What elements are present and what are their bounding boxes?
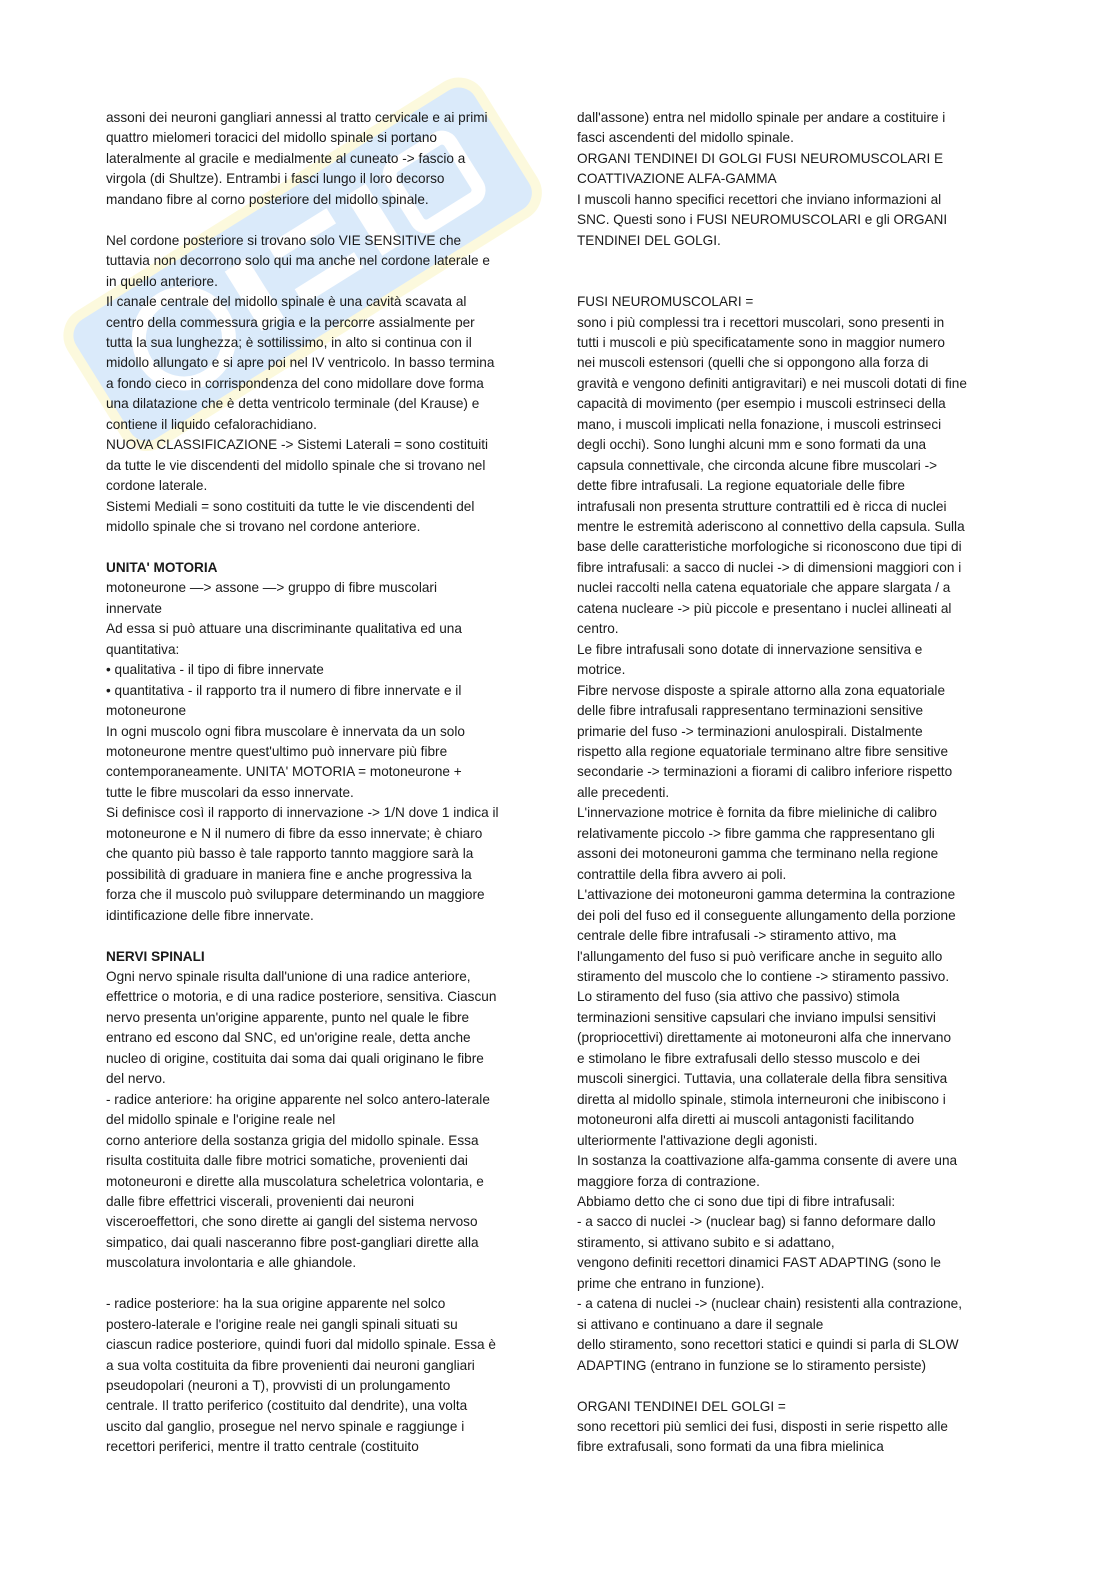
section-heading: NERVI SPINALI [106,948,205,964]
right-text-line: L'innervazione motrice è fornita da fibre mieliniche di calibro [577,805,937,821]
right-text-line: ADAPTING (entrano in funzione se lo stiramento persiste) [577,1357,927,1373]
left-text-line: centro della commessura grigia e la percorre assialmente per [106,314,475,330]
left-text-line: midollo allungato e si apre poi nel IV ventricolo. In basso termina [106,355,495,371]
left-text-line: possibilità di graduare in maniera fine e anche progressiva la [106,866,472,882]
right-text-line: dall'assone) entra nel midollo spinale per andare a costituire i [577,110,946,125]
left-text-line: mandano fibre al corno posteriore del midollo spinale. [106,191,429,207]
left-text-line: virgola (di Shultze). Entrambi i fasci lungo il loro decorso [106,171,445,187]
right-text-line: primarie del fuso -> terminazioni anulospirali. Distalmente [577,723,923,739]
right-text-line: si attivano e continuano a dare il segnale [577,1316,824,1332]
left-text-line: Si definisce così il rapporto di innervazione -> 1/N dove 1 indica il [106,805,499,821]
right-text-line: terminazioni sensitive capsulari che inviano impulsi sensitivi [577,1009,936,1025]
right-text-line: capacità di movimento (per esempio i muscoli estrinseci della [577,396,946,412]
left-text-line: quattro mielomeri toracici del midollo spinale si portano [106,130,437,146]
right-text-line: secondarie -> terminazioni a fiorami di calibro inferiore rispetto [577,764,953,780]
left-text-line: forza che il muscolo può sviluppare determinando un maggiore [106,887,485,903]
paragraph-spacer [577,251,1007,271]
right-text-line: prime che entrano in funzione). [577,1275,765,1291]
left-text-line: Nel cordone posteriore si trovano solo VIE SENSITIVE che [106,232,462,248]
right-text-line: L'attivazione dei motoneuroni gamma determina la contrazione [577,887,956,903]
left-text-line: midollo spinale che si trovano nel cordone anteriore. [106,519,421,535]
right-text-line: SNC. Questi sono i FUSI NEUROMUSCOLARI e gli ORGANI [577,212,948,228]
right-text-line: Fibre nervose disposte a spirale attorno alla zona equatoriale [577,682,946,698]
left-text-line: ciascun radice posteriore, quindi fuori dal midollo spinale. Essa è [106,1337,496,1353]
left-text-line: pseudopolari (neuroni a T), provvisti di un prolungamento [106,1378,451,1394]
left-text-line: a sua volta costituita da fibre provenienti dai neuroni gangliari [106,1357,475,1373]
right-text-line: maggiore forza di contrazione. [577,1173,760,1189]
right-text-line: dei poli del fuso ed il conseguente allungamento della porzione [577,907,956,923]
left-text-line: motoneurone —> assone —> gruppo di fibre muscolari [106,580,437,596]
right-text-line: centrale delle fibre intrafusali -> stiramento attivo, ma [577,928,897,944]
left-text-line: • quantitativa - il rapporto tra il numero di fibre innervate e il [106,682,462,698]
right-text-line: mentre le estremità aderiscono al connettivo della capsula. Sulla [577,519,965,535]
right-text-line: motoneuroni alfa diretti ai muscoli antagonisti facilitando [577,1112,915,1128]
right-text-line: degli occhi). Sono lunghi alcuni mm e sono formati da una [577,437,927,453]
right-text-line: - a sacco di nuclei -> (nuclear bag) si fanno deformare dallo [577,1214,936,1230]
left-text-line: motoneurone [106,703,187,719]
right-text-line: gravità e vengono definiti antigravitari) e nei muscoli dotati di fine [577,375,967,391]
right-text-line: stiramento, si attivano subito e si adattano, [577,1234,835,1250]
right-text-line: alle precedenti. [577,784,670,800]
left-text-line: risulta costituita dalle fibre motrici somatiche, provenienti dai [106,1153,468,1169]
right-text-line: tutti i muscoli e più specificatamente sono in maggior numero [577,334,945,350]
right-text-line: mano, i muscoli implicati nella fonazione, i muscoli estrinseci [577,416,942,432]
right-text-line: nei muscoli estensori (quelli che si oppongono alla forza di [577,355,929,371]
left-text-line: - radice posteriore: ha la sua origine apparente nel solco [106,1296,446,1312]
section-heading: UNITA' MOTORIA [106,559,218,575]
left-text-line: assoni dei neuroni gangliari annessi al tratto cervicale e ai primi [106,110,488,125]
right-text-line: Abbiamo detto che ci sono due tipi di fibre intrafusali: [577,1193,896,1209]
left-text-line: centrale. Il tratto periferico (costituito dal dendrite), una volta [106,1398,468,1414]
left-text-line: innervate [106,600,162,616]
left-text-line: • qualitativa - il tipo di fibre innervate [106,662,324,678]
left-text-line: motoneurone e N il numero di fibre da esso innervate; è chiaro [106,825,483,841]
left-text-line: tuttavia non decorrono solo qui ma anche nel cordone laterale e [106,253,490,269]
left-text-column [106,108,536,1458]
left-text-line: visceroeffettori, che sono dirette ai gangli del sistema nervoso [106,1214,478,1230]
right-text-line: In sostanza la coattivazione alfa-gamma consente di avere una [577,1153,958,1169]
left-text-line: NUOVA CLASSIFICAZIONE -> Sistemi Laterali = sono costituiti [106,437,489,453]
paragraph-spacer [106,538,536,558]
right-text-line: catena nucleare -> più piccole e presentano i nuclei allineati al [577,600,952,616]
paragraph-spacer [106,210,536,230]
left-text-line: effettrice o motoria, e di una radice posteriore, sensitiva. Ciascun [106,989,497,1005]
right-text-line: relativamente piccolo -> fibre gamma che rappresentano gli [577,825,935,841]
right-text-line: sono i più complessi tra i recettori muscolari, sono presenti in [577,314,945,330]
right-text-line: ulteriormente l'attivazione degli agonisti. [577,1132,818,1148]
left-text-line: In ogni muscolo ogni fibra muscolare è innervata da un solo [106,723,465,739]
left-text-line: Il canale centrale del midollo spinale è una cavità scavata al [106,294,467,310]
right-text-line: stiramento del muscolo che lo contiene -> stiramento passivo. [577,969,950,984]
right-text-line: diretta al midollo spinale, stimola interneuroni che inibiscono i [577,1091,946,1107]
right-text-line: vengono definiti recettori dinamici FAST ADAPTING (sono le [577,1255,941,1271]
right-text-line: base delle caratteristiche morfologiche si riconoscono due tipi di [577,539,962,555]
right-text-line: fasci ascendenti del midollo spinale. [577,130,794,146]
left-text-line: Ad essa si può attuare una discriminante qualitativa ed una [106,621,462,637]
left-text-line: tutta la sua lunghezza; è sottilissimo, in alto si continua con il [106,334,472,350]
left-text-line: nervo presenta un'origine apparente, punto nel quale le fibre [106,1009,470,1025]
right-text-line: contrattile della fibra avvero ai poli. [577,866,787,882]
right-text-line: e stimolano le fibre extrafusali dello stesso muscolo e dei [577,1050,921,1066]
right-text-line: COATTIVAZIONE ALFA-GAMMA [577,171,777,187]
right-text-line: (propriocettivi) direttamente ai motoneuroni alfa che innervano [577,1030,952,1046]
right-text-line: ORGANI TENDINEI DI GOLGI FUSI NEUROMUSCOLARI E [577,150,944,166]
right-text-line: sono recettori più semlici dei fusi, disposti in serie rispetto alle [577,1418,948,1434]
right-text-line: fibre extrafusali, sono formati da una fibra mielinica [577,1439,884,1455]
right-text-line: dello stiramento, sono recettori statici e quindi si parla di SLOW [577,1337,959,1353]
left-text-line: muscolatura involontaria e alle ghiandole. [106,1255,357,1271]
right-text-line: dette fibre intrafusali. La regione equatoriale delle fibre [577,478,905,494]
right-text-line: motrice. [577,662,626,678]
right-text-line: I muscoli hanno specifici recettori che inviano informazioni al [577,191,942,207]
left-text-line: motoneuroni e dirette alla muscolatura scheletrica volontaria, e [106,1173,484,1189]
right-text-column [577,108,1007,1458]
right-text-line: FUSI NEUROMUSCOLARI = [577,294,754,310]
left-text-line: nucleo di origine, costituita dai soma dai quali originano le fibre [106,1050,484,1066]
left-text-line: motoneurone mentre quest'ultimo può innervare più fibre [106,744,448,760]
paragraph-spacer [577,272,1007,292]
left-text-line: cordone laterale. [106,478,208,494]
right-text-line: muscoli sinergici. Tuttavia, una collaterale della fibra sensitiva [577,1071,948,1087]
right-text-line: nuclei raccolti nella catena equatoriale che appare slargata / a [577,580,951,596]
right-text-line: capsula connettivale, che circonda alcune fibre muscolari -> [577,457,938,473]
left-text-line: lateralmente al gracile e medialmente al cuneato -> fascio a [106,150,466,166]
right-text-line: TENDINEI DEL GOLGI. [577,232,721,248]
left-text-line: del midollo spinale e l'origine reale nel [106,1112,336,1128]
left-text-line: postero-laterale e l'origine reale nei gangli spinali situati su [106,1316,458,1332]
paragraph-spacer [577,1376,1007,1396]
right-text-line: delle fibre intrafusali rappresentano terminazioni sensitive [577,703,924,719]
left-text-line: del nervo. [106,1071,166,1087]
paragraph-spacer [106,926,536,946]
right-text-line: - a catena di nuclei -> (nuclear chain) resistenti alla contrazione, [577,1296,962,1312]
right-text-line: intrafusali non presenta strutture contrattili ed è ricca di nuclei [577,498,947,514]
right-text-line: Lo stiramento del fuso (sia attivo che passivo) stimola [577,989,900,1005]
left-text-line: dalle fibre effettrici viscerali, provenienti dai neuroni [106,1193,415,1209]
right-text-line: assoni dei motoneuroni gamma che terminano nella regione [577,846,939,862]
left-text-line: Sistemi Mediali = sono costituiti da tutte le vie discendenti del [106,498,475,514]
left-text-line: corno anteriore della sostanza grigia del midollo spinale. Essa [106,1132,479,1148]
left-text-line: contiene il liquido cefalorachidiano. [106,416,317,432]
left-text-line: simpatico, dai quali nasceranno fibre post-gangliari dirette alla [106,1234,479,1250]
left-text-line: in quello anteriore. [106,273,218,289]
right-text-line: fibre intrafusali: a sacco di nuclei -> di dimensioni maggiori con i [577,559,962,575]
left-text-line: tutte le fibre muscolari da esso innervate. [106,784,354,800]
left-text-line: contemporaneamente. UNITA' MOTORIA = motoneurone + [106,764,462,780]
right-text-line: centro. [577,621,619,637]
left-text-line: entrano ed escono dal SNC, ed un'origine reale, detta anche [106,1030,471,1046]
left-text-line: idintificazione delle fibre innervate. [106,907,314,923]
left-text-line: che quanto più basso è tale rapporto tannto maggiore sarà la [106,846,474,862]
left-text-line: una dilatazione che è detta ventricolo terminale (del Krause) e [106,396,480,412]
left-text-line: da tutte le vie discendenti del midollo spinale che si trovano nel [106,457,486,473]
right-text-line: ORGANI TENDINEI DEL GOLGI = [577,1398,786,1414]
left-text-line: Ogni nervo spinale risulta dall'unione di una radice anteriore, [106,968,471,984]
paragraph-spacer [106,1274,536,1294]
left-text-line: recettori periferici, mentre il tratto centrale (costituito [106,1439,419,1455]
right-text-line: rispetto alla regione equatoriale terminano altre fibre sensitive [577,744,949,760]
left-text-line: - radice anteriore: ha origine apparente nel solco antero-laterale [106,1091,490,1107]
left-text-line: uscito dal ganglio, prosegue nel nervo spinale e raggiunge i [106,1418,465,1434]
left-text-line: quantitativa: [106,641,180,657]
left-text-line: a fondo cieco in corrispondenza del cono midollare dove forma [106,375,484,391]
right-text-line: l'allungamento del fuso si può verificare anche in seguito allo [577,948,943,964]
right-text-line: Le fibre intrafusali sono dotate di innervazione sensitiva e [577,641,923,657]
